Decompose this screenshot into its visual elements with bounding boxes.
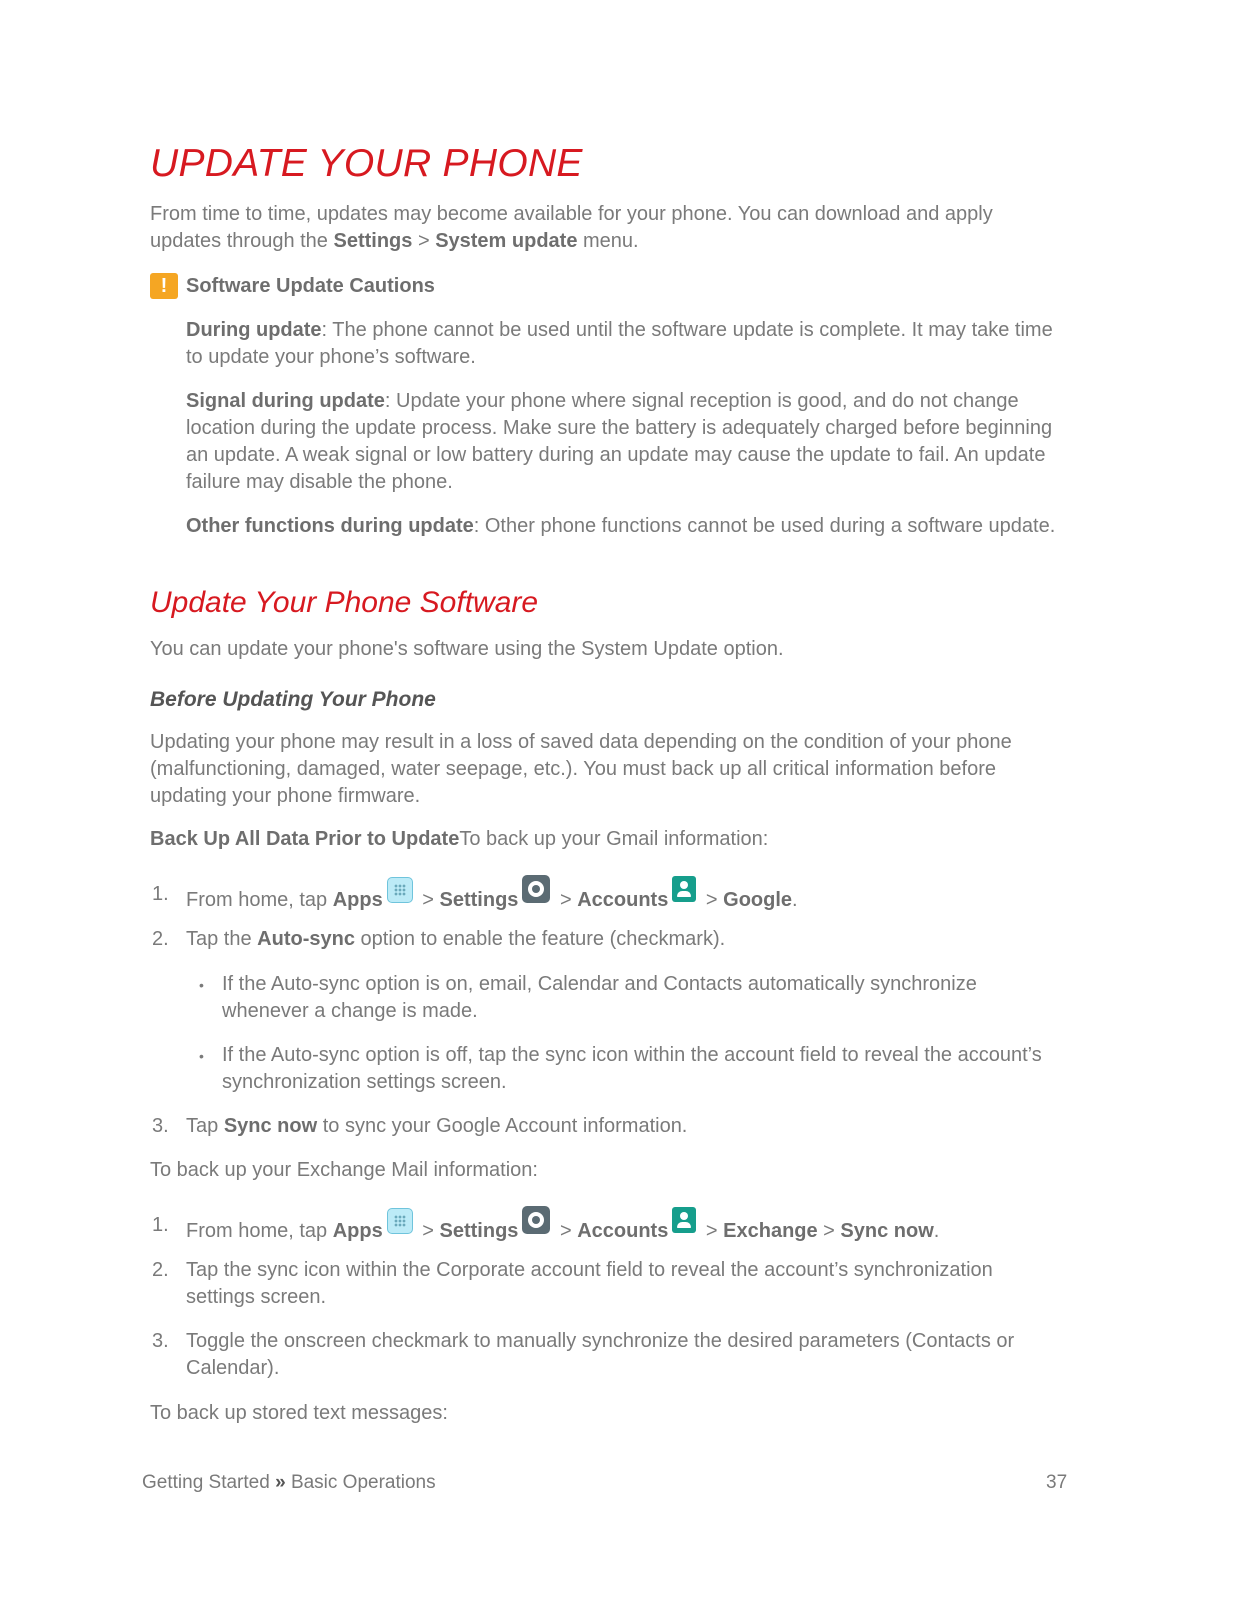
gmail-step-1 [186, 881, 1066, 914]
sync-now-term: Sync now [223, 1115, 318, 1137]
settings-gear-icon [522, 875, 550, 903]
caution-item-label: Other functions during update [186, 515, 474, 537]
footer-subsection: Basic Operations [290, 1472, 436, 1493]
step-text: From home, tap [186, 1220, 333, 1242]
section-intro: You can update your phone's software using the System Update option. [150, 638, 784, 660]
exchange-step-1 [186, 1212, 1066, 1245]
step-text: to sync your Google Account information. [317, 1115, 688, 1137]
separator: > [554, 1220, 578, 1242]
before-paragraph: Updating your phone may result in a loss of saved data depending on the condition of your phone (malfunctioning, damaged, water seepage, etc.). You must back up all critical information before updating your phone firmware. [150, 731, 1012, 807]
caution-heading [150, 272, 435, 300]
settings-term: Settings [333, 230, 413, 252]
caution-item-text: : The phone cannot be used until the software update is complete. It may take time to update your phone’s software. [186, 319, 1053, 368]
separator: > [817, 1220, 841, 1242]
caution-item-text: : Update your phone where signal reception is good, and do not change location during the update process. Make sure the battery is adequately charged before beginning an update. A weak signal or low battery during an update may cause the update to fail. An update failure may disable the phone. [186, 390, 1053, 493]
backup-label: Back Up All Data Prior to Update [150, 828, 460, 850]
settings-term: Settings [439, 1220, 519, 1242]
step-number: 3. [152, 1115, 169, 1137]
apps-icon [387, 877, 413, 903]
text-messages-intro: To back up stored text messages: [150, 1402, 448, 1424]
intro-text: From time to time, updates may become available for your phone. You can download and apply updates through the [150, 203, 993, 252]
apps-term: Apps [332, 1220, 383, 1242]
exchange-step-2: Tap the sync icon within the Corporate account field to reveal the account’s synchronization settings screen. [186, 1259, 993, 1308]
accounts-term: Accounts [577, 889, 669, 911]
page-title: UPDATE YOUR PHONE [150, 142, 583, 185]
separator: > [412, 230, 436, 252]
step-text: From home, tap [186, 889, 333, 911]
step-number: 3. [152, 1330, 169, 1352]
step-text: Tap [186, 1115, 224, 1137]
caution-item [186, 388, 1076, 496]
gmail-step-2 [186, 926, 1066, 953]
step-end: . [933, 1220, 940, 1242]
accounts-icon [672, 876, 696, 902]
auto-sync-term: Auto-sync [257, 928, 355, 950]
exchange-term: Exchange [723, 1220, 818, 1242]
step-text: option to enable the feature (checkmark). [354, 928, 726, 950]
exchange-step-3: Toggle the onscreen checkmark to manually synchronize the desired parameters (Contacts or Calendar). [186, 1330, 1015, 1379]
accounts-icon [672, 1207, 696, 1233]
caution-title: Software Update Cautions [186, 274, 435, 297]
step-text: Tap the [186, 928, 258, 950]
warning-icon: ! [150, 273, 178, 299]
settings-term: Settings [439, 889, 519, 911]
caution-item [186, 317, 1066, 371]
backup-paragraph [150, 826, 1050, 853]
separator: > [700, 889, 724, 911]
step-number: 2. [152, 928, 169, 950]
gmail-step-3 [186, 1113, 1066, 1140]
bullet-item: If the Auto-sync option is on, email, Calendar and Contacts automatically synchronize whenever a change is made. [222, 973, 977, 1022]
separator: > [700, 1220, 724, 1242]
page-number: 37 [1046, 1472, 1068, 1493]
intro-paragraph [150, 201, 1050, 255]
separator: > [554, 889, 578, 911]
step-number: 2. [152, 1259, 169, 1281]
step-number: 1. [152, 1214, 169, 1236]
apps-term: Apps [332, 889, 383, 911]
intro-text-end: menu. [577, 230, 639, 252]
system-update-term: System update [435, 230, 578, 252]
accounts-term: Accounts [577, 1220, 669, 1242]
sync-now-term: Sync now [840, 1220, 934, 1242]
step-end: . [792, 889, 798, 911]
section-title: Update Your Phone Software [150, 586, 539, 619]
caution-item-text: : Other phone functions cannot be used during a software update. [473, 515, 1056, 537]
separator: > [416, 889, 440, 911]
backup-text: To back up your Gmail information: [459, 828, 769, 850]
caution-item [186, 513, 1066, 540]
bullet-icon: • [199, 1048, 204, 1064]
subsection-title: Before Updating Your Phone [150, 688, 436, 711]
caution-item-label: During update [186, 319, 322, 341]
settings-gear-icon [522, 1206, 550, 1234]
footer-section: Getting Started [142, 1472, 270, 1493]
separator: > [416, 1220, 440, 1242]
bullet-icon: • [199, 977, 204, 993]
exchange-intro: To back up your Exchange Mail information: [150, 1159, 538, 1181]
google-term: Google [723, 889, 793, 911]
apps-icon [387, 1208, 413, 1234]
step-number: 1. [152, 883, 169, 905]
bullet-item: If the Auto-sync option is off, tap the sync icon within the account field to reveal the account’s synchronization settings screen. [222, 1044, 1042, 1093]
footer-breadcrumb [142, 1472, 436, 1494]
chevron-right-icon: » [275, 1472, 286, 1493]
caution-item-label: Signal during update [186, 390, 385, 412]
